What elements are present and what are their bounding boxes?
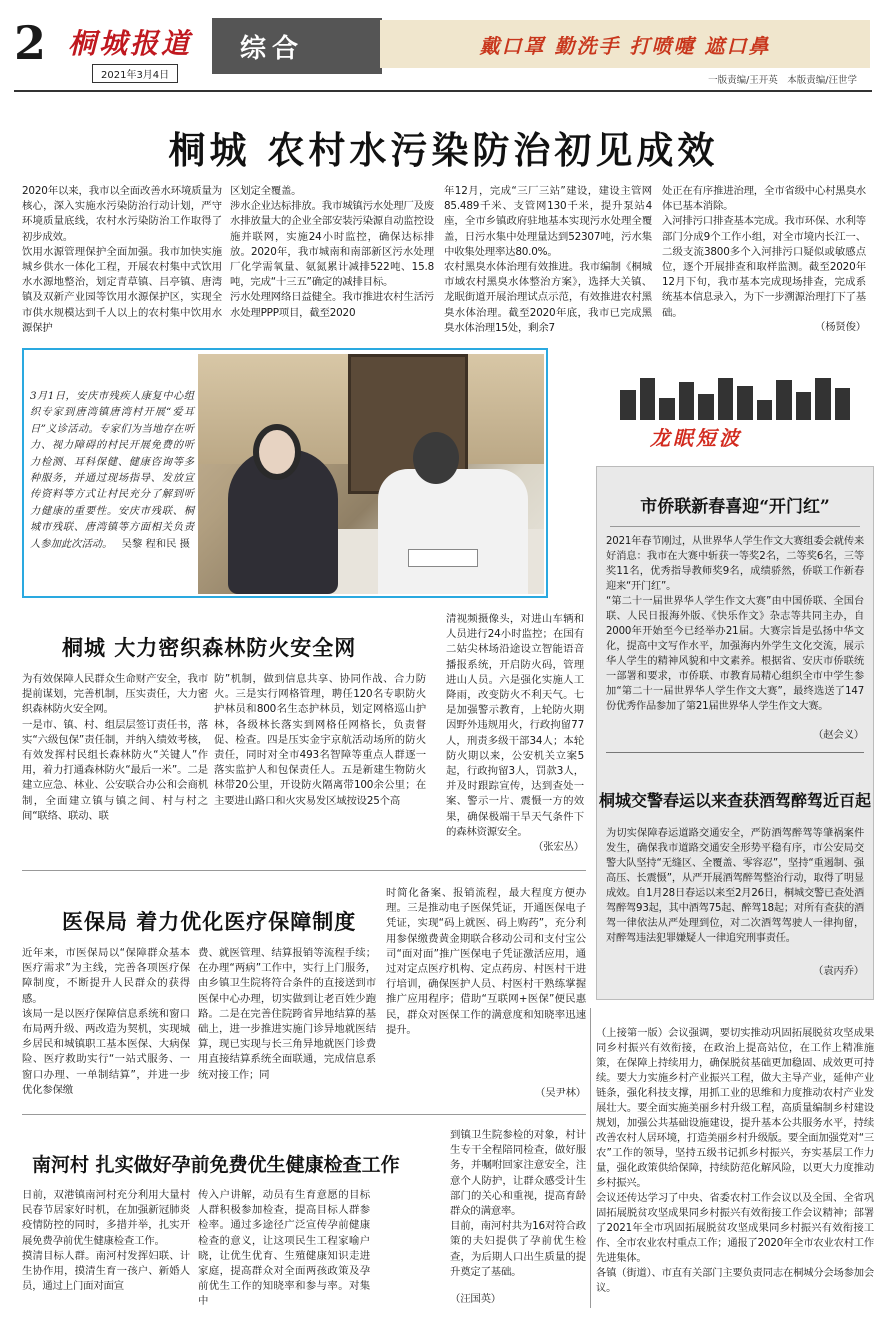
village-col-3: 到镇卫生院参检的对象，村计生专干全程陪同检查，做好服务，并嘱咐回家注意安全，注意个人防护，让群众感受计生部门的关心和重视，提高育龄群众的满意率。 目前，南河村共为16对符合政策的夫妇提供了孕前优生检查，为后期人口出生质量的提升奠定了基础。	[450, 1129, 586, 1278]
photo-caption-text: 3月1日，安庆市残疾人康复中心组织专家到唐湾镇唐湾村开展“爱耳日”义诊活动。专家们为当地存在听力、视力障碍的村民开展免费的听力检测、耳科保健、健康咨询等多种服务，并通过现场指导、发放宣传资料等方式让村民充分了解到听力健康的重要性。安庆市残联、桐城市残联、唐湾镇等方面相关负责人参加此次活动。	[30, 390, 194, 550]
editors-line: 一版责编/王开英 本版责编/汪世学	[708, 75, 857, 86]
briefs-decoration	[620, 378, 850, 420]
main-article-col-3: 年12月，完成“三厂三站”建设，建设主管网85.489千米、支管网130千米，提升泵站4座，全市乡镇政府驻地基本实现污水处理全覆盖，日污水集中处理量达到52307吨，污水集中收集处理率达80.0%。 农村黑臭水体治理有效推进。我市编制《桐城市域农村黑臭水体整治方案》，选择大关镇、龙眠街道开展治理试点示范，有效推进农村黑臭水体治理。截至2020年底，我市已完成黑臭水体治理15处，剩余7	[444, 185, 652, 334]
village-col-2: 传入户讲解，动员有生育意愿的目标人群积极参加检查，提高目标人群参检率。通过多途径广泛宣传孕前健康检查的意义，让这项民生工程家喻户晓，让优生优育、生殖健康知识走进家庭，提高群众对全面两孩政策及孕前优生工作的知晓率和参与率。对集中	[198, 1189, 370, 1308]
medical-col-2: 费、就医管理、结算报销等流程手续；在办理“两病”工作中，实行上门服务，由乡镇卫生院将符合条件的直接送到市医保中心办理，切实做到让老百姓少跑路。二是在完善住院跨省异地结算的基础上，进一步推进实施门诊异地就医结算，现已实现与长三角异地就医门诊费用直接结算系统全面联通，完成信息系统对接工作；同	[198, 947, 376, 1081]
column-divider	[590, 1008, 591, 1308]
village-col-1: 日前，双港镇南河村充分利用大量村民春节居家好时机，在加强新冠肺炎疫情防控的同时，多措并举，扎实开展免费孕前优生健康检查工作。 摸清目标人群。南河村发挥妇联、计生协作用，摸清生育一孩户、新婚人员，通过上门面对面宣	[22, 1189, 190, 1293]
divider-1	[22, 870, 586, 871]
main-article-col-4: 处正在有序推进治理，全市省级中心村黑臭水体已基本消除。 入河排污口排查基本完成。我市环保、水利等部门分成9个工作小组，对全市境内长江一、二级支流3800多个入河排污口疑似或敏感点位，逐个开展排查和取样监测。截至2020年12月下旬，我市基本完成现场排查，完成系统基本信息录入，为下一步溯源治理打下了基础。	[662, 185, 866, 319]
forest-signature: （张宏丛）	[533, 841, 584, 853]
continued-article: （上接第一版）会议强调，要切实推动巩固拓展脱贫攻坚成果同乡村振兴有效衔接，在政治上提高站位，在工作上精准施策，在保障上持续用力，确保脱贫基础更加稳固、成效更可持续。要大力实施乡村产业振兴工程，做大主导产业，延伸产业链条，强化科技支撑，用抓工业的思维和力度推动农村产业发展壮大。要全面实施美丽乡村升级工程，高质量编制乡村建设规划，加强公共基础设施建设，提升基本公共服务水平，持续改善农村人居环境，打造美丽乡村升级版。要全面加强党对“三农”工作的领导，坚持五级书记抓乡村振兴，夯实基层工作力量，强化政策供给保障，持续防范化解风险，以更大力度推动乡村振兴。 会议还传达学习了中央、省委农村工作会议以及全国、全省巩固拓展脱贫攻坚成果同乡村振兴有效衔接工作会议精神；部署了2021年全市巩固拓展脱贫攻坚成果同乡村振兴有效衔接工作、全市农业农村重点工作；通报了2020年全市农业农村工作先进集体。 各镇（街道）、市直有关部门主要负责同志在桐城分会场参加会议。	[596, 1027, 874, 1294]
page-number: 2	[14, 16, 47, 70]
forest-col-3: 清视频摄像头，对进山车辆和人员进行24小时监控；在国有二姑尖林场沿途设立智能语音播报系统，开启防火码，管理进山人员。六是强化实施人工降雨，改变防火不利天气。七是加强警示教育，上轮防火期因野外违规用火，行政拘留77人，刑责多级干部34人；本轮防火期以来，公安机关立案5起，行政拘留3人，罚款3人，并及时跟踪宣传，达到查处一案、警示一片、震慑一方的效果，确保极端干旱天气条件下的森林资源安全。	[446, 613, 584, 838]
brief-divider	[606, 752, 864, 753]
main-article-signature: （杨贤俊）	[815, 321, 866, 333]
main-headline: 桐城 农村水污染防治初见成效	[168, 128, 719, 172]
forest-headline: 桐城 大力密织森林防火安全网	[62, 635, 357, 660]
brief-1-signature: （赵会义）	[813, 729, 864, 741]
medical-headline: 医保局 着力优化医疗保障制度	[62, 909, 357, 934]
brief-1-body: 2021年春节刚过，从世界华人学生作文大赛组委会就传来好消息：我市在大赛中斩获一等奖2名，二等奖6名，三等奖11名，优秀指导教师奖9名，成绩骄然，侨联工作新春迎来“开门红”。 “第二十一届世界华人学生作文大赛”由中国侨联、全国台联、人民日报海外版、《快乐作文》杂志等共同主办，自2000年开始至今已经举办21届。大赛宗旨是弘扬中华文化，提高中文写作水平，加强海内外学生文化交流，展示华人学生的精神风貌和中文素养。根据省、安庆市侨联统一部署和要求，市侨联、市教育局精心组织全市中学生参加“第二十一届世界华人学生作文大赛”，最终选送了147份优秀作品参加了第21届世界华人学生作文大赛。	[606, 536, 864, 712]
brief-2-headline: 桐城交警春运以来查获酒驾醉驾近百起	[598, 791, 871, 810]
village-headline: 南河村 扎实做好孕前免费优生健康检查工作	[32, 1154, 400, 1176]
newspaper-logo: 桐城报道	[68, 27, 193, 60]
brief-2-signature: （袁丙乔）	[813, 965, 864, 977]
briefs-header	[620, 378, 850, 448]
section-label: 综合	[212, 18, 382, 74]
village-signature-wrap	[450, 1292, 586, 1307]
medical-signature-wrap	[386, 1086, 586, 1101]
forest-signature-wrap	[446, 840, 584, 855]
brief-2-signature-wrap	[606, 964, 864, 979]
main-article-col-2: 区划定全覆盖。 涉水企业达标排放。我市城镇污水处理厂及废水排放量大的企业全部安装污染源自动监控设施并联网，实施24小时监控，确保达标排放。2020年，我市城南和南部新区污水处理厂化学需氧量、氨氮累计减排522吨、15.8吨，完成“十三五”确定的减排目标。 污水处理网络日益健全。我市推进农村生活污水处理PPP项目，截至2020	[230, 185, 434, 319]
main-article-signature-wrap	[662, 320, 866, 335]
village-signature: （汪国英）	[450, 1293, 501, 1305]
photo-credit: 吴黎 程和民 摄	[121, 537, 190, 550]
brief-1-headline: 市侨联新春喜迎“开门红”	[640, 497, 830, 517]
news-photo	[198, 354, 544, 594]
briefs-title: 龙眠短波	[650, 426, 742, 450]
masthead	[0, 0, 887, 98]
brief-1-rule	[610, 526, 860, 527]
brief-2-body: 为切实保障春运道路交通安全，严防酒驾醉驾等肇祸案件发生，确保我市道路交通安全形势平稳有序，市公安局交警大队坚持“无缝区、全覆盖、零容忍”，坚持“重遏制、强高压、长震慑”，从严开展酒驾醉驾整治行动，取得了明显成效。自1月28日春运以来至2月26日，桐城交警已查处酒驾醉驾93起，其中酒驾75起、醉驾18起；对所有查获的酒驾一律依法从严处理到位，对二次酒驾驾驶人一律拘留，对醉驾违法犯罪嫌疑人一律追究刑事责任。	[606, 828, 864, 944]
medical-col-3: 时简化备案、报销流程，最大程度方便办理。三是推动电子医保凭证，开通医保电子凭证，实现“码上就医、码上购药”，充分利用参保缴费黄金期联合移动公司和支付宝公司“面对面”推广医保电子凭证激活应用，通过对定点医疗机构、定点药房、村医村干进行培训，确保医护人员、村医村干熟练掌握推广应用程序；借助“互联网+医保”便民惠民，群众对医保工作的满意度和知晓率迅速提升。	[386, 887, 586, 1036]
brief-1-signature-wrap	[606, 728, 864, 743]
photo-caption	[30, 388, 194, 552]
medical-signature: （吴尹林）	[535, 1087, 586, 1099]
divider-2	[22, 1114, 586, 1115]
forest-col-2: 防”机制，做到信息共享、协同作战、合力防火。三是实行网格管理，聘任120名专职防火护林员和800名生态护林员，划定网格巡山护林，各级林长落实到网格任网格长，负责督促、检查。四是压实金宇京航活动场所的防火责任，同时对全市493名智障等重点人群逐一落实监护人和包保责任人。五是新建生物防火林带20公里，开设防火隔离带100余公里；在主要进山路口和火灾易发区域按设25个高	[214, 673, 426, 807]
slogan-banner: 戴口罩 勤洗手 打喷嚏 遮口鼻	[380, 20, 870, 68]
issue-date: 2021年3月4日	[92, 64, 178, 83]
main-article-col-1: 2020年以来，我市以全面改善水环境质量为核心，深入实施水污染防治行动计划，严守环境质量底线，农村水污染防治工作取得了初步成效。 饮用水源管理保护全面加强。我市加快实施城乡供水一体化工程，开展农村集中式饮用水水源地整治，划定青草镇、吕亭镇、唐湾镇及双新产业园等饮用水源保护区，实现全市供水规模达到千人以上的农村集中饮用水源保护	[22, 185, 222, 334]
masthead-rule	[14, 90, 872, 92]
medical-col-1: 近年来，市医保局以“保障群众基本医疗需求”为主线，完善各项医疗保障制度，不断提升人民群众的获得感。 该局一是以医疗保障信息系统和窗口布局两升级、两改造为契机，实现城乡居民和城镇职工基本医保、大病保险、医疗救助实行“一站式服务、一窗口办理、一单制结算”，并进一步优化参保缴	[22, 947, 190, 1096]
forest-col-1: 为有效保障人民群众生命财产安全，我市提前谋划，完善机制，压实责任，大力密织森林防火安全网。 一是市、镇、村、组层层签订责任书，落实“六级包保”责任制，并纳入绩效考核，有效发挥村民组长森林防火“关键人”作用，着力打通森林防火“最后一米”。二是建立应急、林业、公安联合办公和会商机制，全面建立镇与镇之间、村与村之间“联络、联动、联	[22, 673, 208, 822]
